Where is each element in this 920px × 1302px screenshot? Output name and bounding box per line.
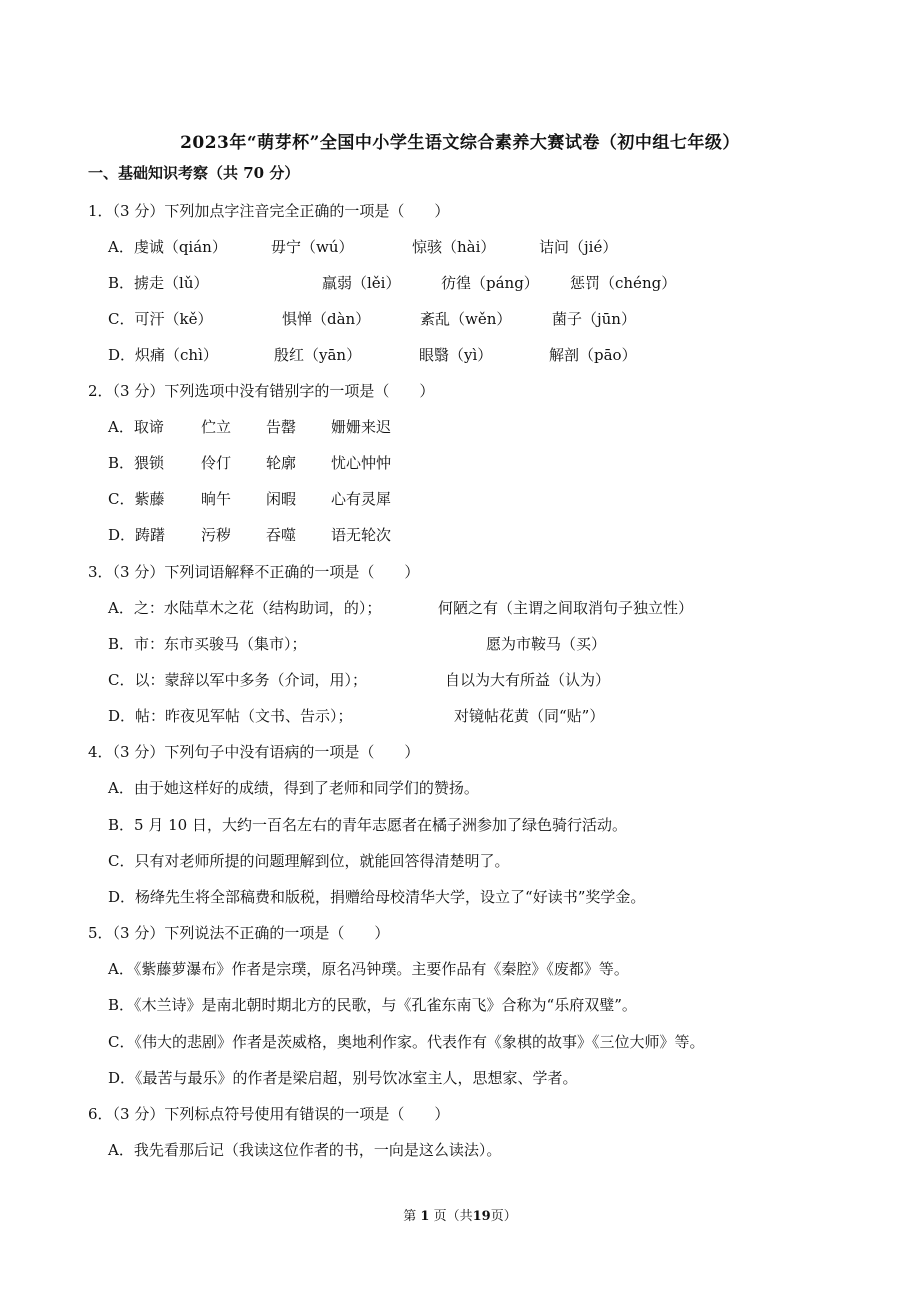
q2-b-item-3: 轮廓 — [266, 454, 297, 472]
q2-d-item-2: 污秽 — [201, 526, 232, 544]
q1-d-item-2: 殷红（yān） — [274, 346, 362, 364]
section-heading: 一、基础知识考察（共 70 分） — [88, 164, 300, 182]
q1-a-item-1: A．虔诚（qián） — [108, 238, 227, 256]
q1-d-item-4: 解剖（pāo） — [549, 346, 637, 364]
q3-a-part-1: A．之：水陆草木之花（结构助词，的）； — [108, 599, 382, 617]
q2-d-item-4: 语无轮次 — [331, 526, 392, 544]
footer-page-number: 1 — [420, 1209, 430, 1224]
q2-c-item-3: 闲暇 — [266, 490, 297, 508]
q2-a-item-2: 伫立 — [201, 418, 232, 436]
q2-c-item-4: 心有灵犀 — [331, 490, 392, 508]
question-6-stem: 6．（3 分）下列标点符号使用有错误的一项是（ ） — [88, 1105, 450, 1123]
footer-total-pages: 19 — [472, 1209, 491, 1224]
q2-d-item-3: 吞噬 — [266, 526, 297, 544]
q1-c-item-2: 惧惮（dàn） — [282, 310, 371, 328]
q2-d-item-1: D．踌躇 — [108, 526, 166, 544]
q5-option-a: A．《紫藤萝瀑布》作者是宗璞，原名冯钟璞。主要作品有《秦腔》《废都》等。 — [108, 960, 629, 978]
q2-b-item-4: 忧心忡忡 — [331, 454, 392, 472]
q1-c-item-1: C．可汗（kě） — [108, 310, 213, 328]
q2-a-item-1: A．取谛 — [108, 418, 164, 436]
q2-b-item-2: 伶仃 — [201, 454, 232, 472]
question-2-stem: 2．（3 分）下列选项中没有错别字的一项是（ ） — [88, 382, 435, 400]
question-5-stem: 5．（3 分）下列说法不正确的一项是（ ） — [88, 924, 390, 942]
q1-d-item-3: 眼翳（yì） — [419, 346, 493, 364]
q1-b-item-3: 彷徨（páng） — [441, 274, 539, 292]
q1-c-item-3: 紊乱（wěn） — [420, 310, 512, 328]
q1-c-item-4: 菌子（jūn） — [552, 310, 636, 328]
q1-a-item-3: 惊骇（hài） — [412, 238, 496, 256]
q4-option-b: B．5 月 10 日，大约一百名左右的青年志愿者在橘子洲参加了绿色骑行活动。 — [108, 816, 627, 834]
q1-b-item-2: 羸弱（lěi） — [322, 274, 401, 292]
q1-b-item-4: 惩罚（chéng） — [570, 274, 677, 292]
q4-option-c: C．只有对老师所提的问题理解到位，就能回答得清楚明了。 — [108, 852, 510, 870]
q6-option-a: A．我先看那后记（我读这位作者的书，一向是这么读法）。 — [108, 1141, 502, 1159]
q4-option-d: D．杨绛先生将全部稿费和版税，捐赠给母校清华大学，设立了“好读书”奖学金。 — [108, 888, 646, 906]
q3-d-part-1: D．帖：昨夜见军帖（文书、告示）； — [108, 707, 353, 725]
q4-option-a: A．由于她这样好的成绩，得到了老师和同学们的赞扬。 — [108, 779, 479, 797]
q1-a-item-2: 毋宁（wú） — [271, 238, 354, 256]
q3-b-part-2: 愿为市鞍马（买） — [486, 635, 607, 653]
footer-suffix: 页） — [490, 1209, 517, 1224]
q1-a-item-4: 诘问（jié） — [539, 238, 618, 256]
exam-title: 2023年“萌芽杯”全国中小学生语文综合素养大赛试卷（初中组七年级） — [180, 133, 740, 153]
q2-c-item-2: 晌午 — [201, 490, 232, 508]
q5-option-d: D．《最苦与最乐》的作者是梁启超，别号饮冰室主人，思想家、学者。 — [108, 1069, 578, 1087]
page-footer — [0, 1205, 920, 1224]
q2-c-item-1: C．紫藤 — [108, 490, 165, 508]
q2-b-item-1: B．猥锁 — [108, 454, 165, 472]
q3-c-part-1: C．以：蒙辞以军中多务（介词，用）； — [108, 671, 367, 689]
q1-d-item-1: D．炽痛（chì） — [108, 346, 218, 364]
q2-a-item-4: 姗姗来迟 — [331, 418, 392, 436]
q5-option-b: B．《木兰诗》是南北朝时期北方的民歌，与《孔雀东南飞》合称为“乐府双璧”。 — [108, 996, 637, 1014]
footer-prefix: 第 — [403, 1209, 417, 1224]
question-3-stem: 3．（3 分）下列词语解释不正确的一项是（ ） — [88, 563, 420, 581]
q1-b-item-1: B．掳走（lǔ） — [108, 274, 209, 292]
q5-option-c: C．《伟大的悲剧》作者是茨威格，奥地利作家。代表作有《象棋的故事》《三位大师》等。 — [108, 1033, 705, 1051]
footer-mid: 页（共 — [433, 1209, 473, 1224]
q3-c-part-2: 自以为大有所益（认为） — [445, 671, 611, 689]
q3-d-part-2: 对镜帖花黄（同“贴”） — [454, 707, 605, 725]
question-1-stem: 1．（3 分）下列加点字注音完全正确的一项是（ ） — [88, 202, 450, 220]
question-4-stem: 4．（3 分）下列句子中没有语病的一项是（ ） — [88, 743, 420, 761]
q3-a-part-2: 何陋之有（主谓之间取消句子独立性） — [438, 599, 694, 617]
q2-a-item-3: 告罄 — [266, 418, 297, 436]
q3-b-part-1: B．市：东市买骏马（集市）； — [108, 635, 307, 653]
